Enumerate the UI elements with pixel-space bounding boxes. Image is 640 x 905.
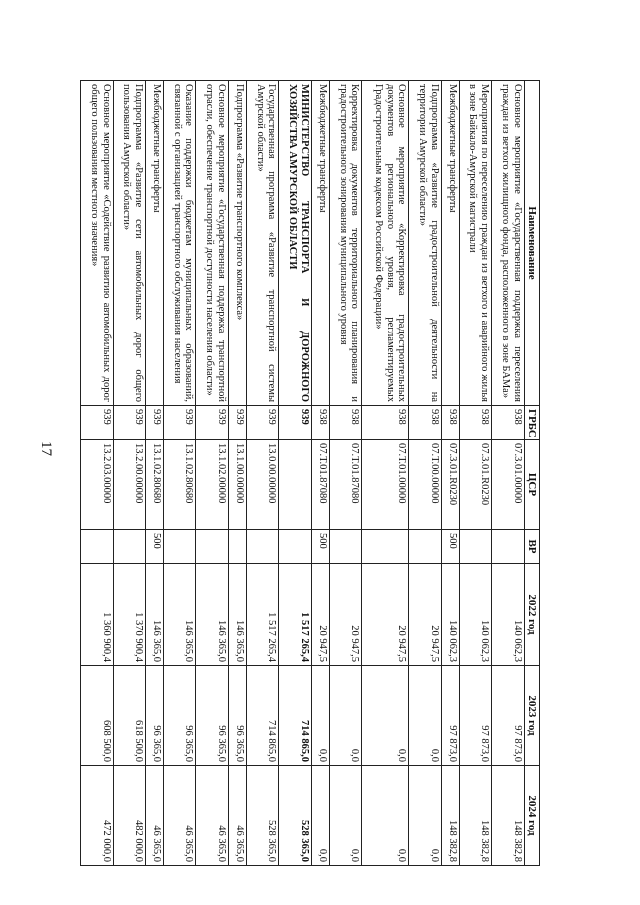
cell-vr	[459, 530, 491, 564]
cell-y2024: 528 365,0	[279, 766, 311, 866]
cell-csr: 13.1.02.80680	[164, 440, 196, 530]
cell-y2024: 46 365,0	[164, 766, 196, 866]
cell-y2024: 472 000,0	[81, 766, 114, 866]
cell-grbs: 938	[459, 406, 491, 440]
cell-vr	[492, 530, 524, 564]
cell-vr	[329, 530, 361, 564]
rotated-table-wrapper	[80, 80, 540, 865]
cell-y2024: 148 382,8	[492, 766, 524, 866]
cell-y2024: 46 365,0	[145, 766, 163, 866]
cell-csr: 07.3.01.R0230	[441, 440, 459, 530]
table-header-row	[524, 81, 539, 866]
cell-csr: 13.1.02.80680	[145, 440, 163, 530]
budget-table	[80, 80, 540, 866]
cell-y2024: 46 365,0	[228, 766, 246, 866]
cell-vr	[247, 530, 279, 564]
header-csr: ЦСР	[524, 440, 539, 530]
table-row	[196, 81, 228, 866]
cell-csr: 13.1.02.00000	[196, 440, 228, 530]
cell-y2024: 0,0	[362, 766, 409, 866]
cell-grbs: 939	[113, 406, 145, 440]
cell-grbs: 939	[196, 406, 228, 440]
cell-grbs: 938	[362, 406, 409, 440]
cell-y2022: 146 365,0	[164, 564, 196, 666]
cell-csr: 13.1.00.00000	[228, 440, 246, 530]
cell-y2022: 20 947,5	[409, 564, 441, 666]
cell-csr	[279, 440, 311, 530]
cell-grbs: 939	[247, 406, 279, 440]
header-grbs: ГРБС	[524, 406, 539, 440]
cell-name: Межбюджетные трансферты	[311, 81, 329, 406]
cell-y2023: 0,0	[329, 666, 361, 766]
cell-name: МИНИСТЕРСТВО ТРАНСПОРТА И ДОРОЖНОГО ХОЗЯЙСТВА АМУРСКОЙ ОБЛАСТИ	[279, 81, 311, 406]
table-row	[459, 81, 491, 866]
cell-y2024: 148 382,8	[459, 766, 491, 866]
cell-vr	[81, 530, 114, 564]
cell-vr	[279, 530, 311, 564]
cell-y2022: 20 947,5	[362, 564, 409, 666]
page-number: 17	[38, 441, 54, 456]
cell-y2023: 97 873,0	[441, 666, 459, 766]
table-row	[228, 81, 246, 866]
cell-csr: 07.Т.01.00000	[362, 440, 409, 530]
cell-csr: 13.2.03.00000	[81, 440, 114, 530]
cell-grbs: 939	[279, 406, 311, 440]
cell-y2022: 1 517 265,4	[247, 564, 279, 666]
cell-grbs: 939	[164, 406, 196, 440]
cell-vr	[113, 530, 145, 564]
cell-y2023: 97 873,0	[492, 666, 524, 766]
table-row	[164, 81, 196, 866]
cell-y2023: 96 365,0	[196, 666, 228, 766]
cell-grbs: 939	[228, 406, 246, 440]
cell-y2024: 0,0	[409, 766, 441, 866]
cell-name: Основное мероприятие «Государственная поддержка транспортной отрасли, обеспечение транспортной доступности населения области»	[196, 81, 228, 406]
table-row	[145, 81, 163, 866]
cell-y2022: 146 365,0	[145, 564, 163, 666]
table-row	[492, 81, 524, 866]
cell-y2022: 20 947,5	[311, 564, 329, 666]
cell-name: Основное мероприятие «Государственная поддержка переселения граждан из ветхого жилищного фонда, расположенного в зоне БАМа»	[492, 81, 524, 406]
header-2023: 2023 год	[524, 666, 539, 766]
cell-csr: 07.3.01.00000	[492, 440, 524, 530]
cell-name: Подпрограмма «Развитие сети автомобильных дорог общего пользования Амурской области»	[113, 81, 145, 406]
cell-y2024: 528 365,0	[247, 766, 279, 866]
header-2022: 2022 год	[524, 564, 539, 666]
cell-y2024: 0,0	[311, 766, 329, 866]
cell-y2023: 96 365,0	[228, 666, 246, 766]
cell-y2023: 97 873,0	[459, 666, 491, 766]
cell-y2024: 0,0	[329, 766, 361, 866]
cell-vr	[228, 530, 246, 564]
cell-name: Мероприятия по переселению граждан из ветхого и аварийного жилья в зоне Байкало-Амурской магистрали	[459, 81, 491, 406]
cell-grbs: 939	[81, 406, 114, 440]
cell-y2024: 482 000,0	[113, 766, 145, 866]
cell-csr: 07.Т.01.87080	[329, 440, 361, 530]
cell-grbs: 938	[441, 406, 459, 440]
cell-y2022: 1 370 900,4	[113, 564, 145, 666]
cell-name: Подпрограмма «Развитие транспортного комплекса»	[228, 81, 246, 406]
cell-csr: 07.Т.01.87080	[311, 440, 329, 530]
cell-grbs: 938	[311, 406, 329, 440]
cell-y2023: 0,0	[409, 666, 441, 766]
cell-vr: 500	[311, 530, 329, 564]
table-body	[81, 81, 525, 866]
cell-y2023: 618 500,0	[113, 666, 145, 766]
cell-name: Межбюджетные трансферты	[441, 81, 459, 406]
table-row	[279, 81, 311, 866]
cell-csr: 13.2.00.00000	[113, 440, 145, 530]
cell-y2023: 96 365,0	[164, 666, 196, 766]
cell-vr: 500	[145, 530, 163, 564]
table-row	[362, 81, 409, 866]
cell-vr	[164, 530, 196, 564]
cell-name: Основное мероприятие «Содействие развитию автомобильных дорог общего пользования местного значения»	[81, 81, 114, 406]
table-row	[113, 81, 145, 866]
cell-grbs: 938	[329, 406, 361, 440]
cell-grbs: 939	[145, 406, 163, 440]
cell-vr: 500	[441, 530, 459, 564]
cell-grbs: 938	[492, 406, 524, 440]
header-2024: 2024 год	[524, 766, 539, 866]
table-row	[311, 81, 329, 866]
table-row	[409, 81, 441, 866]
cell-vr	[362, 530, 409, 564]
table-row	[247, 81, 279, 866]
cell-y2022: 1 360 900,4	[81, 564, 114, 666]
cell-grbs: 938	[409, 406, 441, 440]
cell-name: Подпрограмма «Развитие градостроительной деятельности на территории Амурской области»	[409, 81, 441, 406]
cell-y2023: 608 500,0	[81, 666, 114, 766]
cell-csr: 07.Т.00.00000	[409, 440, 441, 530]
cell-y2023: 714 865,0	[279, 666, 311, 766]
cell-csr: 13.0.00.00000	[247, 440, 279, 530]
cell-vr	[409, 530, 441, 564]
table-row	[329, 81, 361, 866]
cell-name: Основное мероприятие «Корректировка градостроительных документов регионального уровня, регламентируемых Градостроительным кодексом Российской Федерации»	[362, 81, 409, 406]
cell-name: Межбюджетные трансферты	[145, 81, 163, 406]
cell-y2022: 140 062,3	[441, 564, 459, 666]
cell-vr	[196, 530, 228, 564]
cell-y2022: 20 947,5	[329, 564, 361, 666]
cell-y2022: 140 062,3	[459, 564, 491, 666]
cell-name: Корректировка документов территориального планирования и градостроительного зонирования муниципального уровня	[329, 81, 361, 406]
cell-y2022: 140 062,3	[492, 564, 524, 666]
header-name: Наименование	[524, 81, 539, 406]
cell-y2024: 46 365,0	[196, 766, 228, 866]
cell-name: Государственная программа «Развитие транспортной системы Амурской области»	[247, 81, 279, 406]
table-row	[81, 81, 114, 866]
cell-y2023: 714 865,0	[247, 666, 279, 766]
header-vr: ВР	[524, 530, 539, 564]
table-row	[441, 81, 459, 866]
cell-y2022: 146 365,0	[228, 564, 246, 666]
cell-csr: 07.3.01.R0230	[459, 440, 491, 530]
cell-y2023: 0,0	[362, 666, 409, 766]
cell-y2022: 1 517 265,4	[279, 564, 311, 666]
cell-y2024: 148 382,8	[441, 766, 459, 866]
cell-y2023: 96 365,0	[145, 666, 163, 766]
cell-name: Оказание поддержки бюджетам муниципальных образований, связанной с организацией транспортного обслуживания населения	[164, 81, 196, 406]
cell-y2023: 0,0	[311, 666, 329, 766]
cell-y2022: 146 365,0	[196, 564, 228, 666]
